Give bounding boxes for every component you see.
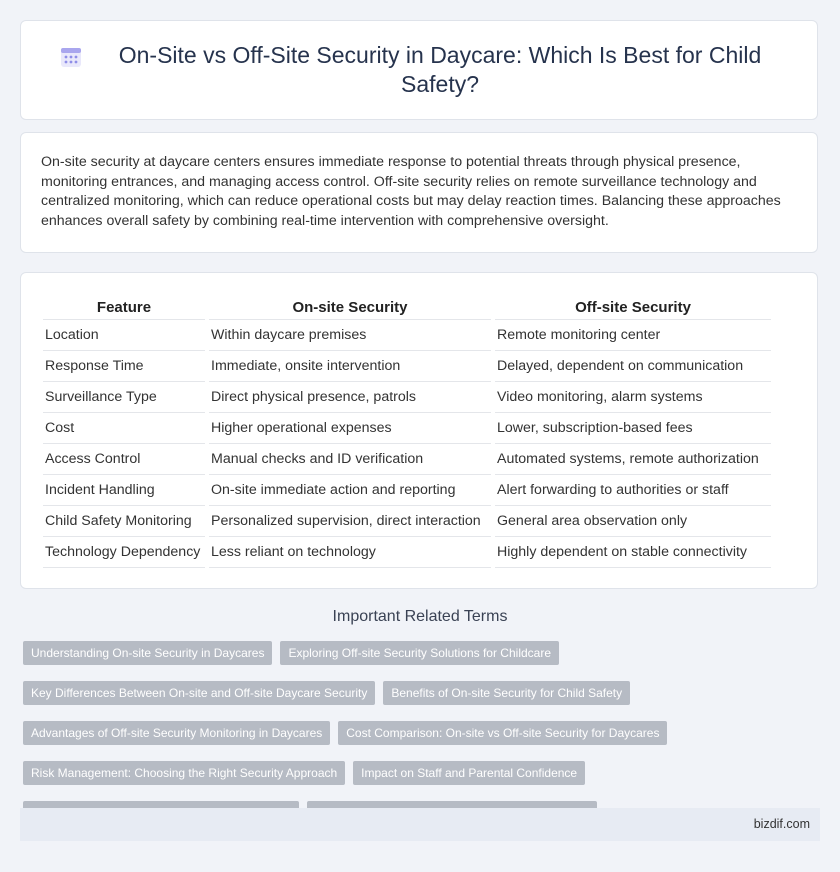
cell-off-site: Alert forwarding to authorities or staff [495,475,771,506]
comparison-table [39,295,775,568]
cell-on-site: On-site immediate action and reporting [209,475,491,506]
site-link[interactable]: bizdif.com [753,817,810,831]
intro-card [20,132,818,253]
intro-paragraph: On-site security at daycare centers ensures immediate response to potential threats through physical presence, monitoring entrances, and managing access control. Off-site security relies on remote surveillance technology and centralized monitoring, which can reduce operational costs but may delay reaction times. Balancing these approaches enhances overall safety by combining real-time intervention with comprehensive oversight. [41,154,781,229]
related-term-tag[interactable]: Advantages of Off-site Security Monitoring in Daycares [23,721,330,745]
table-row [43,320,771,351]
cell-feature: Location [43,320,205,351]
table-row [43,475,771,506]
cell-feature: Surveillance Type [43,382,205,413]
cell-off-site: Highly dependent on stable connectivity [495,537,771,568]
cell-on-site: Personalized supervision, direct interaction [209,506,491,537]
cell-off-site: Delayed, dependent on communication [495,351,771,382]
related-term-tag[interactable]: Risk Management: Choosing the Right Security Approach [23,761,345,785]
related-term-tag[interactable]: Key Differences Between On-site and Off-site Daycare Security [23,681,375,705]
header-feature: Feature [43,295,205,320]
table-row [43,537,771,568]
cell-on-site: Direct physical presence, patrols [209,382,491,413]
cell-on-site: Immediate, onsite intervention [209,351,491,382]
table-header-row [43,295,771,320]
related-term-tag[interactable]: Impact on Staff and Parental Confidence [353,761,585,785]
comparison-card [20,272,818,589]
related-term-tag[interactable]: Exploring Off-site Security Solutions for Childcare [280,641,559,665]
related-terms-heading: Important Related Terms [332,608,508,625]
title-wrap [59,41,779,99]
title-card [20,20,818,120]
page-title: On-Site vs Off-Site Security in Daycare: Which Is Best for Child Safety? [118,42,762,97]
cell-feature: Technology Dependency [43,537,205,568]
cell-feature: Incident Handling [43,475,205,506]
cell-on-site: Manual checks and ID verification [209,444,491,475]
table-row [43,382,771,413]
cell-off-site: Video monitoring, alarm systems [495,382,771,413]
related-term-tag[interactable]: Understanding On-site Security in Daycares [23,641,272,665]
cell-feature: Access Control [43,444,205,475]
header-off-site: Off-site Security [495,295,771,320]
related-term-tag[interactable]: Cost Comparison: On-site vs Off-site Security for Daycares [338,721,667,745]
related-terms-list [23,641,803,825]
cell-on-site: Higher operational expenses [209,413,491,444]
calendar-grid-icon [59,45,83,69]
header-on-site: On-site Security [209,295,491,320]
table-row [43,351,771,382]
cell-feature: Response Time [43,351,205,382]
cell-off-site: Automated systems, remote authorization [495,444,771,475]
cell-off-site: Lower, subscription-based fees [495,413,771,444]
cell-feature: Child Safety Monitoring [43,506,205,537]
related-term-tag[interactable]: Benefits of On-site Security for Child Safety [383,681,630,705]
footer [20,808,820,841]
table-row [43,506,771,537]
cell-off-site: Remote monitoring center [495,320,771,351]
cell-on-site: Less reliant on technology [209,537,491,568]
cell-off-site: General area observation only [495,506,771,537]
table-row [43,444,771,475]
cell-feature: Cost [43,413,205,444]
table-row [43,413,771,444]
cell-on-site: Within daycare premises [209,320,491,351]
